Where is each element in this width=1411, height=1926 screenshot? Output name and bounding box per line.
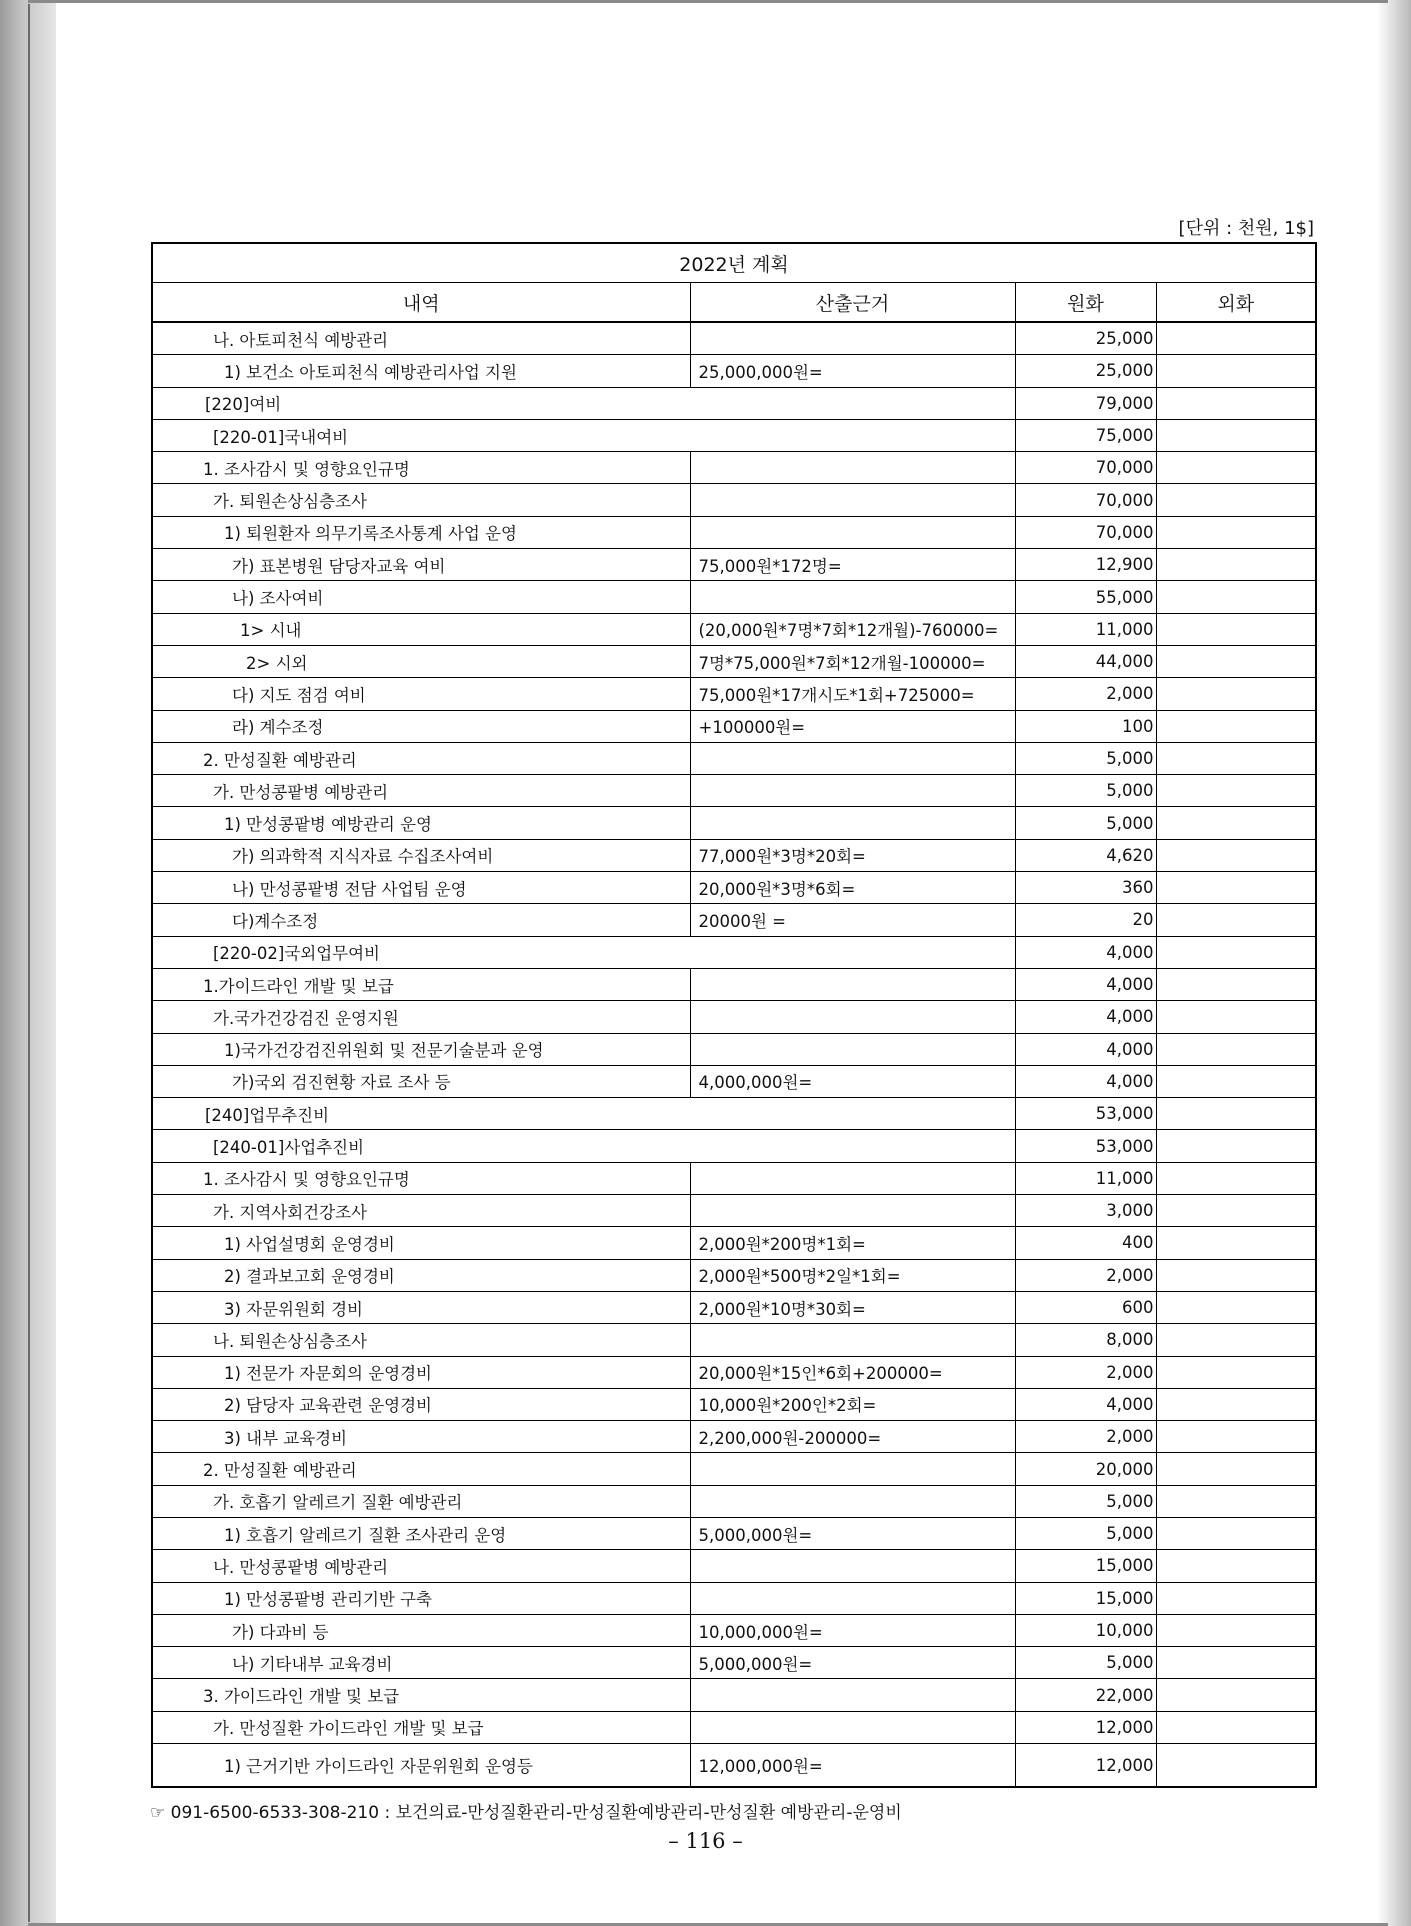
row-basis xyxy=(690,1550,1015,1582)
row-item: 가) 표본병원 담당자교육 여비 xyxy=(152,549,690,581)
row-item: [240-01]사업추진비 xyxy=(152,1130,1015,1162)
table-row xyxy=(152,1195,1316,1227)
column-header-won: 원화 xyxy=(1015,283,1156,323)
row-won: 20 xyxy=(1015,904,1156,936)
row-foreign xyxy=(1156,1324,1316,1356)
row-basis xyxy=(690,516,1015,548)
row-basis: 4,000,000원= xyxy=(690,1065,1015,1097)
row-won: 4,000 xyxy=(1015,1388,1156,1420)
table-row xyxy=(152,484,1316,516)
row-won: 12,000 xyxy=(1015,1744,1156,1788)
row-basis xyxy=(690,1162,1015,1194)
table-row xyxy=(152,839,1316,871)
column-header-foreign: 외화 xyxy=(1156,283,1316,323)
row-item: 가. 퇴원손상심층조사 xyxy=(152,484,690,516)
row-basis: 75,000원*172명= xyxy=(690,549,1015,581)
row-item: 1) 만성콩팥병 관리기반 구축 xyxy=(152,1582,690,1614)
row-foreign xyxy=(1156,1711,1316,1743)
row-foreign xyxy=(1156,904,1316,936)
row-won: 5,000 xyxy=(1015,1485,1156,1517)
row-item: 2. 만성질환 예방관리 xyxy=(152,1453,690,1485)
table-row xyxy=(152,1001,1316,1033)
row-won: 360 xyxy=(1015,872,1156,904)
row-item: 1> 시내 xyxy=(152,613,690,645)
table-row xyxy=(152,322,1316,355)
row-won: 22,000 xyxy=(1015,1679,1156,1711)
row-basis xyxy=(690,1324,1015,1356)
table-header-row xyxy=(152,243,1316,283)
row-won: 4,000 xyxy=(1015,1001,1156,1033)
row-foreign xyxy=(1156,1130,1316,1162)
row-item: 2) 담당자 교육관련 운영경비 xyxy=(152,1388,690,1420)
row-won: 5,000 xyxy=(1015,1647,1156,1679)
row-foreign xyxy=(1156,484,1316,516)
row-item: 가. 지역사회건강조사 xyxy=(152,1195,690,1227)
column-header-basis: 산출근거 xyxy=(690,283,1015,323)
table-row xyxy=(152,1065,1316,1097)
row-basis: 5,000,000원= xyxy=(690,1517,1015,1549)
row-item: 가. 호흡기 알레르기 질환 예방관리 xyxy=(152,1485,690,1517)
table-row xyxy=(152,1356,1316,1388)
page-edge-left xyxy=(28,4,30,1922)
row-basis xyxy=(690,968,1015,1000)
row-foreign xyxy=(1156,1388,1316,1420)
row-basis xyxy=(690,484,1015,516)
row-item: 나) 조사여비 xyxy=(152,581,690,613)
page-number: – 116 – xyxy=(668,1829,743,1853)
row-basis: 25,000,000원= xyxy=(690,355,1015,387)
row-won: 20,000 xyxy=(1015,1453,1156,1485)
row-won: 79,000 xyxy=(1015,387,1156,419)
column-header-item: 내역 xyxy=(152,283,690,323)
row-basis xyxy=(690,775,1015,807)
row-basis xyxy=(690,807,1015,839)
row-won: 3,000 xyxy=(1015,1195,1156,1227)
row-won: 25,000 xyxy=(1015,355,1156,387)
row-item: [240]업무추진비 xyxy=(152,1098,1015,1130)
row-foreign xyxy=(1156,678,1316,710)
row-item: 2) 결과보고회 운영경비 xyxy=(152,1259,690,1291)
row-won: 10,000 xyxy=(1015,1614,1156,1646)
row-foreign xyxy=(1156,1033,1316,1065)
row-item: 1. 조사감시 및 영향요인규명 xyxy=(152,1162,690,1194)
row-won: 75,000 xyxy=(1015,419,1156,451)
row-won: 11,000 xyxy=(1015,613,1156,645)
budget-table xyxy=(151,242,1317,1788)
row-basis xyxy=(690,1485,1015,1517)
row-item: 가. 만성질환 가이드라인 개발 및 보급 xyxy=(152,1711,690,1743)
row-basis: +100000원= xyxy=(690,710,1015,742)
row-foreign xyxy=(1156,1485,1316,1517)
row-item: 1) 호흡기 알레르기 질환 조사관리 운영 xyxy=(152,1517,690,1549)
table-row xyxy=(152,581,1316,613)
table-row xyxy=(152,742,1316,774)
row-won: 4,000 xyxy=(1015,968,1156,1000)
page-top-edge xyxy=(28,0,1388,3)
budget-table-body xyxy=(152,322,1316,1787)
row-foreign xyxy=(1156,936,1316,968)
row-won: 15,000 xyxy=(1015,1550,1156,1582)
table-row xyxy=(152,1388,1316,1420)
row-won: 600 xyxy=(1015,1291,1156,1323)
row-basis xyxy=(690,1195,1015,1227)
table-row xyxy=(152,645,1316,677)
table-row xyxy=(152,1517,1316,1549)
row-basis: 5,000,000원= xyxy=(690,1647,1015,1679)
row-foreign xyxy=(1156,322,1316,355)
row-won: 5,000 xyxy=(1015,807,1156,839)
row-won: 5,000 xyxy=(1015,742,1156,774)
row-basis xyxy=(690,1711,1015,1743)
row-item: 다)계수조정 xyxy=(152,904,690,936)
table-row xyxy=(152,1033,1316,1065)
row-item: 1. 조사감시 및 영향요인규명 xyxy=(152,452,690,484)
row-item: 3) 내부 교육경비 xyxy=(152,1421,690,1453)
row-item: 나. 만성콩팥병 예방관리 xyxy=(152,1550,690,1582)
row-foreign xyxy=(1156,742,1316,774)
table-row xyxy=(152,678,1316,710)
row-won: 2,000 xyxy=(1015,1259,1156,1291)
row-won: 8,000 xyxy=(1015,1324,1156,1356)
row-won: 70,000 xyxy=(1015,452,1156,484)
row-item: 가. 만성콩팥병 예방관리 xyxy=(152,775,690,807)
row-won: 15,000 xyxy=(1015,1582,1156,1614)
table-row xyxy=(152,1582,1316,1614)
row-won: 55,000 xyxy=(1015,581,1156,613)
row-foreign xyxy=(1156,452,1316,484)
row-item: 1) 사업설명회 운영경비 xyxy=(152,1227,690,1259)
row-foreign xyxy=(1156,1001,1316,1033)
row-item: [220-01]국내여비 xyxy=(152,419,1015,451)
row-basis: 20,000원*15인*6회+200000= xyxy=(690,1356,1015,1388)
table-row xyxy=(152,355,1316,387)
row-item: 1.가이드라인 개발 및 보급 xyxy=(152,968,690,1000)
row-won: 70,000 xyxy=(1015,516,1156,548)
row-foreign xyxy=(1156,387,1316,419)
row-foreign xyxy=(1156,1453,1316,1485)
table-row xyxy=(152,1130,1316,1162)
row-item: 3. 가이드라인 개발 및 보급 xyxy=(152,1679,690,1711)
table-row xyxy=(152,968,1316,1000)
row-foreign xyxy=(1156,872,1316,904)
row-basis: 10,000,000원= xyxy=(690,1614,1015,1646)
table-row xyxy=(152,904,1316,936)
row-won: 2,000 xyxy=(1015,1421,1156,1453)
row-basis xyxy=(690,581,1015,613)
row-foreign xyxy=(1156,419,1316,451)
row-won: 53,000 xyxy=(1015,1130,1156,1162)
table-row xyxy=(152,1421,1316,1453)
table-row xyxy=(152,1162,1316,1194)
table-row xyxy=(152,1259,1316,1291)
row-foreign xyxy=(1156,1582,1316,1614)
row-item: 나) 기타내부 교육경비 xyxy=(152,1647,690,1679)
row-won: 2,000 xyxy=(1015,678,1156,710)
row-foreign xyxy=(1156,549,1316,581)
row-item: 가.국가건강검진 운영지원 xyxy=(152,1001,690,1033)
row-basis: 20000원 = xyxy=(690,904,1015,936)
table-row xyxy=(152,387,1316,419)
row-basis: 77,000원*3명*20회= xyxy=(690,839,1015,871)
row-item: 1) 보건소 아토피천식 예방관리사업 지원 xyxy=(152,355,690,387)
footnote: ☞ 091-6500-6533-308-210 : 보건의료-만성질환관리-만성질환예방관리-만성질환 예방관리-운영비 xyxy=(150,1803,902,1823)
table-row xyxy=(152,1453,1316,1485)
row-foreign xyxy=(1156,807,1316,839)
row-item: 다) 지도 점검 여비 xyxy=(152,678,690,710)
row-won: 44,000 xyxy=(1015,645,1156,677)
row-foreign xyxy=(1156,1421,1316,1453)
row-foreign xyxy=(1156,839,1316,871)
row-won: 4,620 xyxy=(1015,839,1156,871)
row-foreign xyxy=(1156,710,1316,742)
row-foreign xyxy=(1156,1162,1316,1194)
row-foreign xyxy=(1156,1259,1316,1291)
table-row xyxy=(152,1679,1316,1711)
row-foreign xyxy=(1156,581,1316,613)
row-foreign xyxy=(1156,516,1316,548)
row-basis: 12,000,000원= xyxy=(690,1744,1015,1788)
table-row xyxy=(152,872,1316,904)
row-won: 400 xyxy=(1015,1227,1156,1259)
row-won: 53,000 xyxy=(1015,1098,1156,1130)
row-foreign xyxy=(1156,1065,1316,1097)
row-won: 12,000 xyxy=(1015,1711,1156,1743)
row-basis: 2,000원*10명*30회= xyxy=(690,1291,1015,1323)
row-foreign xyxy=(1156,1550,1316,1582)
unit-label: [단위 : 천원, 1$] xyxy=(1178,218,1314,239)
row-foreign xyxy=(1156,1517,1316,1549)
table-row xyxy=(152,710,1316,742)
row-basis: 2,000원*200명*1회= xyxy=(690,1227,1015,1259)
table-row xyxy=(152,1098,1316,1130)
row-basis: 2,000원*500명*2일*1회= xyxy=(690,1259,1015,1291)
row-item: 2> 시외 xyxy=(152,645,690,677)
row-item: 나. 퇴원손상심층조사 xyxy=(152,1324,690,1356)
row-foreign xyxy=(1156,1614,1316,1646)
row-foreign xyxy=(1156,1098,1316,1130)
row-item: 가) 다과비 등 xyxy=(152,1614,690,1646)
row-foreign xyxy=(1156,775,1316,807)
row-item: 라) 계수조정 xyxy=(152,710,690,742)
row-item: [220]여비 xyxy=(152,387,1015,419)
table-row xyxy=(152,549,1316,581)
row-foreign xyxy=(1156,1356,1316,1388)
row-foreign xyxy=(1156,1195,1316,1227)
row-foreign xyxy=(1156,645,1316,677)
row-basis xyxy=(690,322,1015,355)
row-basis: 2,200,000원-200000= xyxy=(690,1421,1015,1453)
row-basis: 10,000원*200인*2회= xyxy=(690,1388,1015,1420)
table-row xyxy=(152,1550,1316,1582)
row-basis: 75,000원*17개시도*1회+725000= xyxy=(690,678,1015,710)
row-basis xyxy=(690,452,1015,484)
row-won: 11,000 xyxy=(1015,1162,1156,1194)
row-foreign xyxy=(1156,1291,1316,1323)
row-won: 4,000 xyxy=(1015,1065,1156,1097)
row-item: 가)국외 검진현황 자료 조사 등 xyxy=(152,1065,690,1097)
table-row xyxy=(152,516,1316,548)
row-item: [220-02]국외업무여비 xyxy=(152,936,1015,968)
row-basis xyxy=(690,1001,1015,1033)
row-foreign xyxy=(1156,968,1316,1000)
row-won: 70,000 xyxy=(1015,484,1156,516)
row-won: 4,000 xyxy=(1015,1033,1156,1065)
page-shadow-right xyxy=(1377,0,1411,1926)
row-foreign xyxy=(1156,355,1316,387)
row-foreign xyxy=(1156,1647,1316,1679)
row-item: 1) 전문가 자문회의 운영경비 xyxy=(152,1356,690,1388)
row-won: 2,000 xyxy=(1015,1356,1156,1388)
table-row xyxy=(152,936,1316,968)
table-row xyxy=(152,1324,1316,1356)
row-basis xyxy=(690,1679,1015,1711)
row-basis xyxy=(690,1033,1015,1065)
row-foreign xyxy=(1156,1679,1316,1711)
table-row xyxy=(152,1614,1316,1646)
row-item: 나. 아토피천식 예방관리 xyxy=(152,322,690,355)
table-row xyxy=(152,419,1316,451)
row-basis: (20,000원*7명*7회*12개월)-760000= xyxy=(690,613,1015,645)
table-row xyxy=(152,1485,1316,1517)
row-basis xyxy=(690,1582,1015,1614)
row-item: 2. 만성질환 예방관리 xyxy=(152,742,690,774)
table-row xyxy=(152,1291,1316,1323)
row-item: 나) 만성콩팥병 전담 사업팀 운영 xyxy=(152,872,690,904)
row-item: 1) 근거기반 가이드라인 자문위원회 운영등 xyxy=(152,1744,690,1788)
row-basis: 20,000원*3명*6회= xyxy=(690,872,1015,904)
table-row xyxy=(152,1647,1316,1679)
row-won: 100 xyxy=(1015,710,1156,742)
row-won: 5,000 xyxy=(1015,775,1156,807)
row-foreign xyxy=(1156,1744,1316,1788)
table-row xyxy=(152,807,1316,839)
row-basis xyxy=(690,742,1015,774)
table-row xyxy=(152,1227,1316,1259)
row-item: 1)국가건강검진위원회 및 전문기술분과 운영 xyxy=(152,1033,690,1065)
row-basis: 7명*75,000원*7회*12개월-100000= xyxy=(690,645,1015,677)
row-basis xyxy=(690,1453,1015,1485)
row-item: 가) 의과학적 지식자료 수집조사여비 xyxy=(152,839,690,871)
table-row xyxy=(152,1711,1316,1743)
table-row xyxy=(152,613,1316,645)
row-item: 3) 자문위원회 경비 xyxy=(152,1291,690,1323)
row-won: 5,000 xyxy=(1015,1517,1156,1549)
table-row xyxy=(152,1744,1316,1788)
row-won: 4,000 xyxy=(1015,936,1156,968)
row-foreign xyxy=(1156,1227,1316,1259)
column-header-row xyxy=(152,283,1316,323)
row-won: 25,000 xyxy=(1015,322,1156,355)
row-item: 1) 퇴원환자 의무기록조사통계 사업 운영 xyxy=(152,516,690,548)
row-won: 12,900 xyxy=(1015,549,1156,581)
table-row xyxy=(152,775,1316,807)
row-foreign xyxy=(1156,613,1316,645)
row-item: 1) 만성콩팥병 예방관리 운영 xyxy=(152,807,690,839)
table-row xyxy=(152,452,1316,484)
plan-header: 2022년 계획 xyxy=(152,243,1316,283)
